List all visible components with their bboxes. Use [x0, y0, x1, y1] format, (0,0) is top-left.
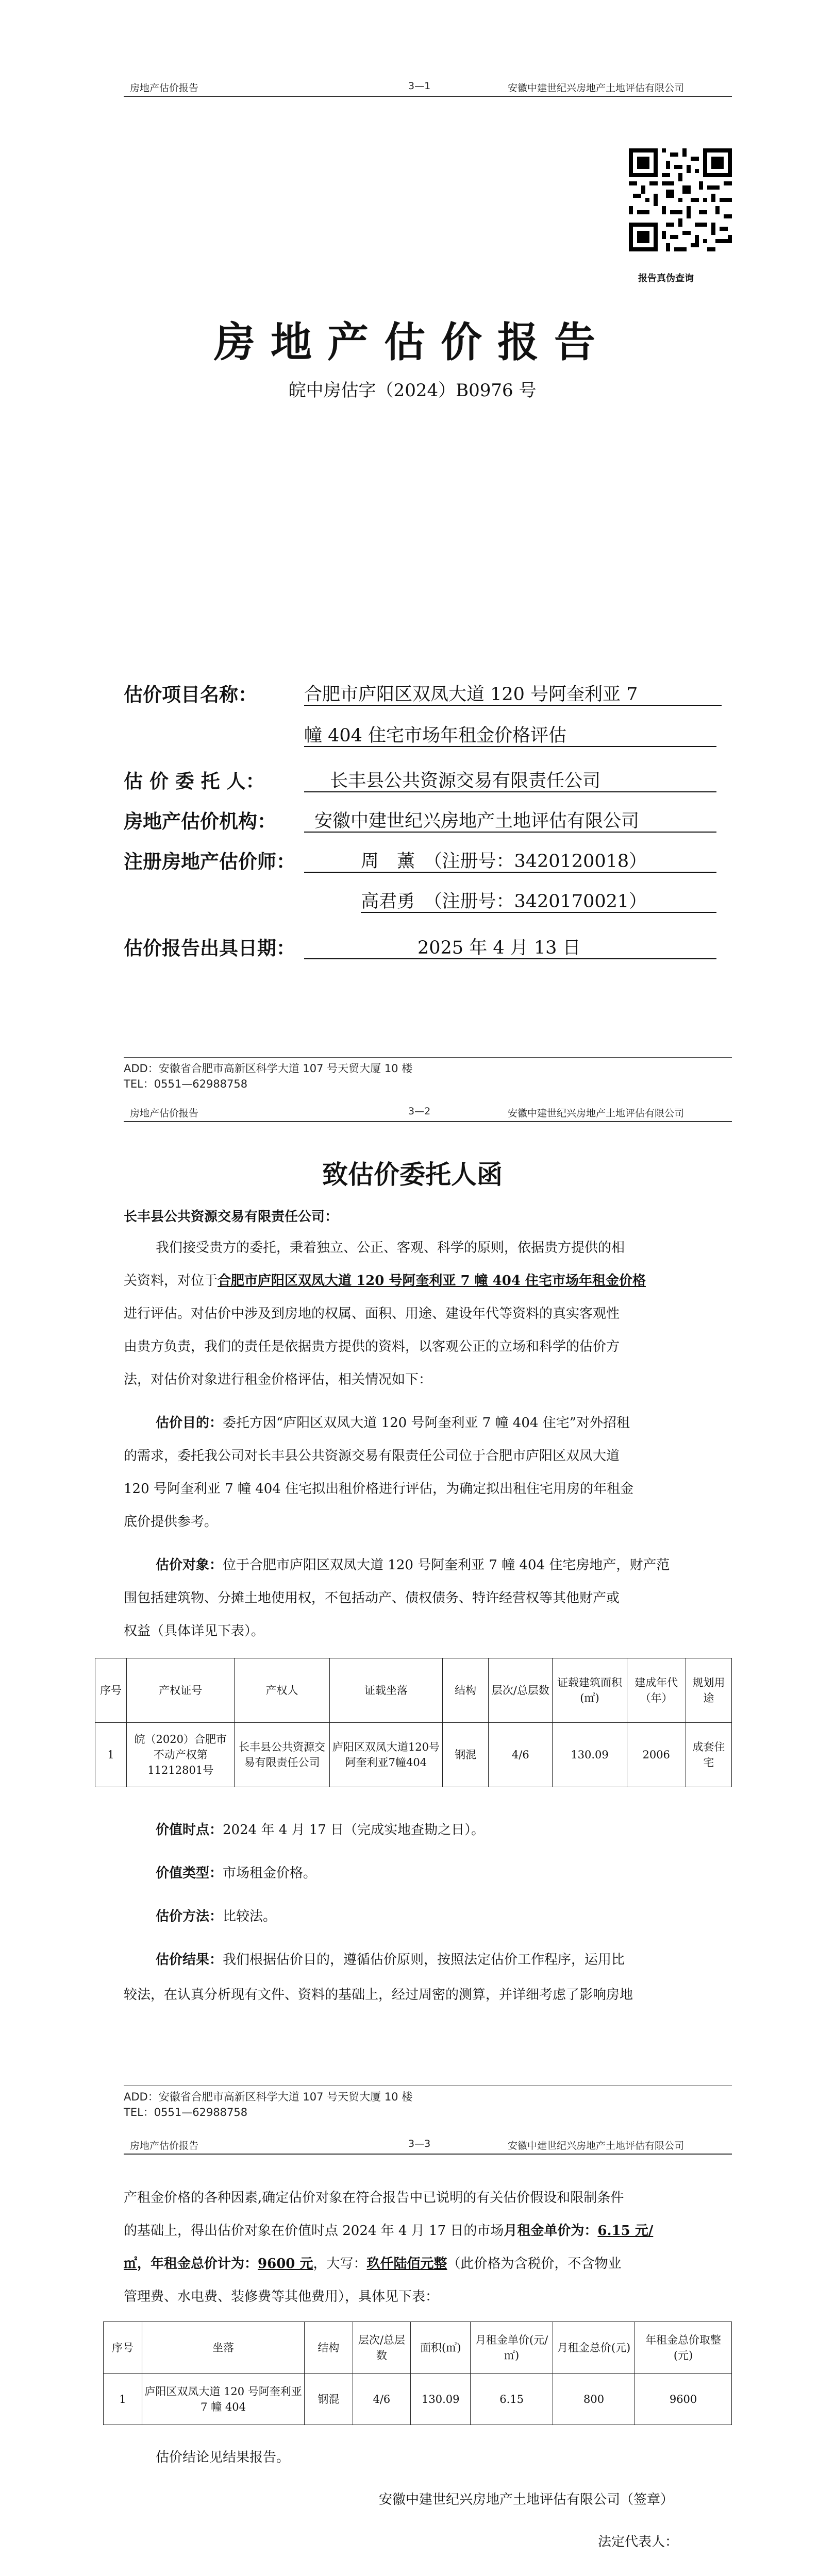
th-index: 序号: [95, 1658, 127, 1723]
th-year: 建成年代（年）: [627, 1658, 686, 1723]
header-rule: [124, 96, 732, 97]
header-rule: [124, 1121, 732, 1122]
td-year: 2006: [627, 1723, 686, 1787]
text: 位于合肥市庐阳区双凤大道 120 号阿奎利亚 7 幢 404 住宅房地产，财产范: [223, 1557, 670, 1573]
header-right: 安徽中建世纪兴房地产土地评估有限公司: [508, 2140, 685, 2151]
purpose-line1: [156, 1406, 630, 1439]
footer-rule: [124, 1057, 732, 1058]
result-line1: [156, 1943, 625, 1976]
td-structure: 钢混: [443, 1723, 489, 1787]
td-index: 1: [95, 1723, 127, 1787]
purpose-line3: 120 号阿奎利亚 7 幢 404 住宅拟出租价格进行评估，为确定拟出租住宅用房的年租金: [124, 1481, 634, 1497]
value-type: 市场租金价格。: [223, 1866, 317, 1881]
underline: [304, 832, 716, 833]
header-page-number: 3—3: [408, 2138, 431, 2149]
report-title: 房地产估价报告: [214, 318, 611, 366]
th-floor: 层次/总层数: [353, 2322, 411, 2374]
rent-table: [103, 2321, 732, 2425]
method-line: [156, 1900, 276, 1933]
table-header-row: [95, 1658, 732, 1723]
text: 我们根据估价目的，遵循估价原则，按照法定估价工作程序，运用比: [223, 1952, 625, 1968]
th-area: 面积(㎡): [411, 2322, 471, 2374]
qr-code-icon: [629, 148, 732, 251]
underline: [304, 791, 716, 792]
th-monthly-unit: 月租金单价(元/㎡): [471, 2322, 553, 2374]
object-line2: 围包括建筑物、分摊土地使用权，不包括动产、债权债务、特许经营权等其他财产或: [124, 1590, 620, 1606]
underline: [304, 746, 716, 747]
th-usage: 规划用途: [686, 1658, 731, 1723]
table-row: [104, 2374, 732, 2425]
footer-address: ADD：安徽省合肥市高新区科学大道 107 号天贸大厦 10 楼: [124, 1062, 413, 1075]
result-line5: [124, 2247, 622, 2280]
company-signature: 安徽中建世纪兴房地产土地评估有限公司（签章）: [379, 2492, 674, 2507]
underline: [361, 912, 716, 913]
project-name-line1: 合肥市庐阳区双凤大道 120 号阿奎利亚 7: [304, 684, 638, 705]
th-structure: 结构: [443, 1658, 489, 1723]
letter-p1-line2: [124, 1264, 646, 1297]
annual-total-chinese: 玖仟陆佰元整: [366, 2256, 447, 2272]
letter-p1-line5: 法，对估价对象进行租金价格评估，相关情况如下：: [124, 1372, 432, 1387]
appraiser-2: 高君勇 （注册号：3420170021）: [361, 891, 647, 912]
monthly-unit-price: 6.15 元/: [597, 2223, 654, 2239]
table-header-row: [104, 2322, 732, 2374]
letter-title: 致估价委托人函: [322, 1159, 503, 1190]
th-structure: 结构: [305, 2322, 353, 2374]
td-owner: 长丰县公共资源交易有限责任公司: [235, 1723, 329, 1787]
date-label: 估价报告出具日期：: [124, 937, 295, 959]
td-usage: 成套住宅: [686, 1723, 731, 1787]
footer-tel: TEL：0551—62988758: [124, 1078, 248, 1090]
subject-property: 合肥市庐阳区双凤大道 120 号阿奎利亚 7 幢 404 住宅市场年租金价格: [218, 1273, 646, 1289]
th-floor: 层次/总层数: [489, 1658, 553, 1723]
th-owner: 产权人: [235, 1658, 329, 1723]
object-line1: [156, 1549, 670, 1582]
method: 比较法。: [223, 1909, 277, 1924]
project-label: 估价项目名称：: [124, 683, 257, 706]
result-line2: 较法，在认真分析现有文件、资料的基础上，经过周密的测算，并详细考虑了影响房地: [124, 1987, 633, 2003]
conclusion: 估价结论见结果报告。: [156, 2450, 290, 2465]
th-area: 证载建筑面积(㎡): [553, 1658, 627, 1723]
method-label: 估价方法：: [156, 1909, 223, 1924]
underline: [304, 958, 716, 959]
th-monthly-total: 月租金总价(元): [553, 2322, 635, 2374]
client-label: 估 价 委 托 人：: [124, 770, 265, 792]
header-rule: [124, 2154, 732, 2155]
underline: [304, 872, 716, 873]
object-label: 估价对象：: [156, 1557, 223, 1573]
text: 关资料，对位于: [124, 1273, 218, 1289]
agency-label: 房地产估价机构：: [124, 810, 276, 833]
td-location: 庐阳区双凤大道 120 号阿奎利亚 7 幢 404: [142, 2374, 304, 2425]
table-row: [95, 1723, 732, 1787]
result-line4: [124, 2214, 653, 2247]
td-monthly-total: 800: [553, 2374, 635, 2425]
header-left: 房地产估价报告: [130, 2140, 199, 2151]
td-area: 130.09: [411, 2374, 471, 2425]
value-type-label: 价值类型：: [156, 1866, 223, 1881]
td-index: 1: [104, 2374, 142, 2425]
project-name-line2: 幢 404 住宅市场年租金价格评估: [304, 725, 567, 746]
header-page-number: 3—2: [408, 1106, 431, 1117]
annual-total-label: ，年租金总价计为：: [137, 2256, 258, 2272]
td-cert-no: 皖（2020）合肥市不动产权第11212801号: [127, 1723, 235, 1787]
letter-p1-line3: 进行评估。对估价中涉及到房地的权属、面积、用途、建设年代等资料的真实客观性: [124, 1306, 620, 1321]
header-page-number: 3—1: [408, 80, 431, 92]
header-right: 安徽中建世纪兴房地产土地评估有限公司: [508, 1108, 685, 1119]
text: ，大写：: [313, 2256, 367, 2272]
sign-date: [590, 2569, 711, 2576]
result-label: 估价结果：: [156, 1952, 223, 1968]
footer-tel: TEL：0551—62988758: [124, 2106, 248, 2119]
purpose-line4: 底价提供参考。: [124, 1514, 218, 1530]
letter-p1-line4: 由贵方负责，我们的责任是依据贵方提供的资料，以客观公正的立场和科学的估价方: [124, 1339, 620, 1354]
legal-representative: 法定代表人：: [598, 2534, 679, 2550]
th-annual-total: 年租金总价取整(元): [635, 2322, 732, 2374]
th-cert-no: 产权证号: [127, 1658, 235, 1723]
text: 的基础上，得出估价对象在价值时点 2024 年 4 月 17 日的市场: [124, 2223, 504, 2239]
td-annual-total: 9600: [635, 2374, 732, 2425]
value-date-label: 价值时点：: [156, 1822, 223, 1838]
th-location: 坐落: [142, 2322, 304, 2374]
letter-p1-line1: 我们接受贵方的委托，秉着独立、公正、客观、科学的原则，依据贵方提供的相: [156, 1240, 625, 1256]
agency-name: 安徽中建世纪兴房地产土地评估有限公司: [314, 811, 640, 832]
td-monthly-unit: 6.15: [471, 2374, 553, 2425]
td-location: 庐阳区双凤大道120号阿奎利亚7幢404: [329, 1723, 442, 1787]
value-date: 2024 年 4 月 17 日（完成实地查勘之日）。: [223, 1822, 485, 1838]
purpose-label: 估价目的：: [156, 1415, 223, 1431]
qr-caption: 报告真伪查询: [638, 273, 694, 284]
property-table: [95, 1658, 732, 1787]
underline: [304, 705, 722, 706]
td-area: 130.09: [553, 1723, 627, 1787]
value-type-line: [156, 1857, 316, 1890]
td-floor: 4/6: [353, 2374, 411, 2425]
appraiser-1: 周 薰 （注册号：3420120018）: [361, 851, 647, 872]
header-right: 安徽中建世纪兴房地产土地评估有限公司: [508, 82, 685, 94]
appraiser-label: 注册房地产估价师：: [124, 850, 295, 873]
monthly-unit-label: 月租金单价为：: [504, 2223, 598, 2239]
text: （此价格为含税价，不含物业: [447, 2256, 622, 2272]
annual-total: 9600 元: [258, 2256, 313, 2272]
header-left: 房地产估价报告: [130, 1108, 199, 1119]
th-location: 证载坐落: [329, 1658, 442, 1723]
td-floor: 4/6: [489, 1723, 553, 1787]
th-index: 序号: [104, 2322, 142, 2374]
footer-address: ADD：安徽省合肥市高新区科学大道 107 号天贸大厦 10 楼: [124, 2091, 413, 2103]
unit: ㎡: [124, 2256, 138, 2272]
value-date-line: [156, 1814, 485, 1846]
object-line3: 权益（具体详见下表）。: [124, 1623, 265, 1639]
text: 委托方因“庐阳区双凤大道 120 号阿奎利亚 7 幢 404 住宅”对外招租: [223, 1415, 630, 1431]
purpose-line2: 的需求，委托我公司对长丰县公共资源交易有限责任公司位于合肥市庐阳区双凤大道: [124, 1448, 620, 1464]
report-date: 2025 年 4 月 13 日: [418, 938, 581, 958]
header-left: 房地产估价报告: [130, 82, 199, 94]
letter-addressee: 长丰县公共资源交易有限责任公司：: [124, 1209, 339, 1225]
result-line3: 产租金价格的各种因素,确定估价对象在符合报告中已说明的有关估价假设和限制条件: [124, 2190, 624, 2206]
td-structure: 钢混: [305, 2374, 353, 2425]
client-name: 长丰县公共资源交易有限责任公司: [330, 771, 601, 791]
result-line6: 管理费、水电费、装修费等其他费用），具体见下表：: [124, 2289, 439, 2304]
report-number: 皖中房估字（2024）B0976 号: [288, 380, 537, 401]
